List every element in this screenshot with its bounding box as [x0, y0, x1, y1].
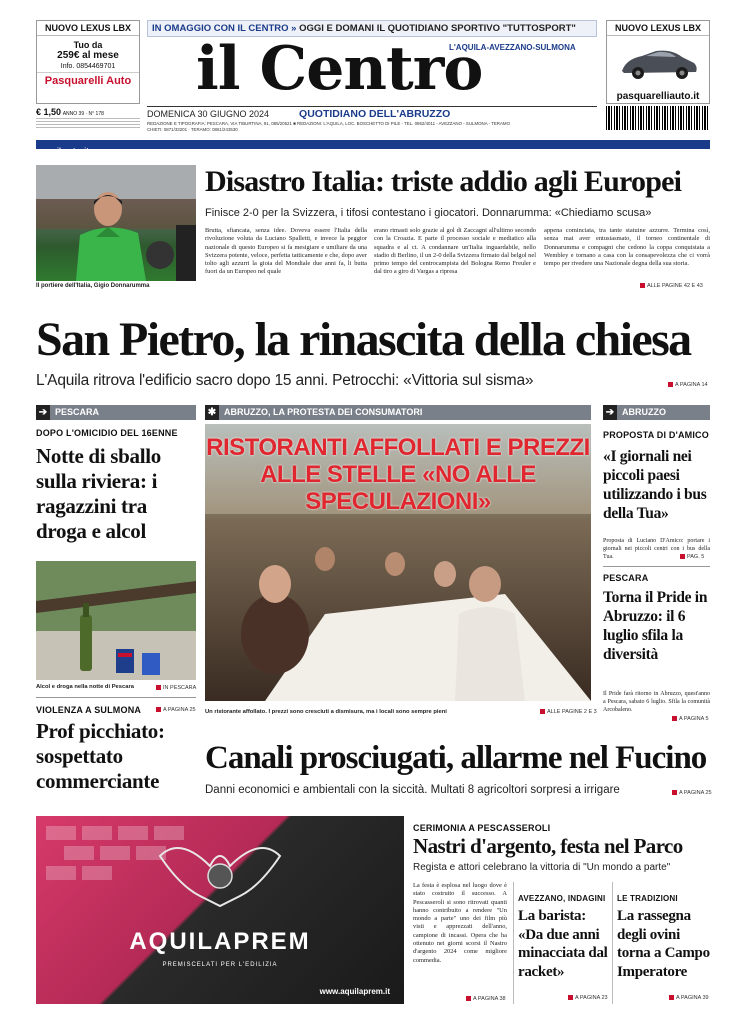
section-center-label: ABRUZZO, LA PROTESTA DEI CONSUMATORI [224, 407, 423, 417]
right-kicker2: PESCARA [603, 573, 649, 583]
drinks-photo [36, 561, 196, 680]
lead-ref-text: ALLE PAGINE 42 E 43 [647, 283, 703, 289]
parco-headline[interactable]: Nastri d'argento, festa nel Parco [413, 834, 683, 858]
divider [36, 697, 196, 698]
left-ad-brand: Pasquarelli Auto [37, 72, 139, 87]
right-ad-url: pasquarelliauto.it [616, 91, 700, 102]
lead-subhead: Finisce 2-0 per la Svizzera, i tifosi contestano i giocatori. Donnarumma: «Chiediamo scusa» [205, 207, 652, 219]
car-icon [616, 39, 700, 85]
right-ad-box[interactable] [606, 20, 710, 104]
ref-marker-icon [540, 709, 545, 714]
main-ref-text: A PAGINA 14 [675, 382, 708, 388]
left-headline2[interactable]: Prof picchiato: sospettato commerciante [36, 719, 165, 793]
left-ref2-text: A PAGINA 25 [163, 707, 196, 713]
main-headline[interactable]: San Pietro, la rinascita della chiesa [36, 313, 691, 366]
left-ad-box[interactable] [36, 20, 140, 104]
ad-tagline: PREMISCELATI PER L'EDILIZIA [162, 962, 278, 968]
ref-marker-icon [680, 554, 685, 559]
section-right-label: ABRUZZO [622, 407, 666, 417]
ref-marker-icon [466, 996, 471, 1001]
right-kicker: PROPOSTA DI D'AMICO [603, 430, 709, 440]
lead-ref [640, 283, 703, 289]
ad-brand: AQUILAPREM [129, 928, 311, 955]
website[interactable]: www.ilcentro.it [39, 148, 89, 155]
right-ref [680, 554, 704, 560]
ovini-ref-text: A PAGINA 39 [676, 995, 709, 1001]
ovini-box [612, 882, 710, 1004]
center-ref-text: ALLE PAGINE 2 E 3 [547, 709, 597, 715]
lead-col2: erano rimasti solo grazie al gol di Zaccagni all'ultimo secondo con la Croazia. E parte il processo sociale e mediatico alla squadra e al ct. A condannare un'Italia inguardabile, nello stadio di Berlino, il un 2-0 della Svizzera firmato dal belgol nel primo tempo del centrocampista del Bologna Remo Freuler e dal tiro a giro di Vargas a ripresa [374, 227, 536, 276]
donnarumma-caption: Il portiere dell'Italia, Gigio Donnarumma [36, 283, 150, 289]
arrow-right-icon: ➔ [603, 405, 617, 420]
right-headline[interactable]: «I giornali nei piccoli paesi utilizzando i bus della Tua» [603, 448, 707, 522]
main-ref [668, 382, 708, 388]
restaurant-photo [205, 424, 591, 701]
left-kicker: DOPO L'OMICIDIO DEL 16ENNE [36, 428, 178, 438]
left-kicker2: VIOLENZA A SULMONA [36, 705, 142, 715]
date-line [147, 106, 597, 120]
donnarumma-photo [36, 165, 196, 281]
barcode [606, 106, 710, 136]
barista-ref-text: A PAGINA 23 [575, 995, 608, 1001]
promo-lead: IN OMAGGIO CON IL CENTRO [152, 23, 289, 34]
ref-marker-icon [568, 995, 573, 1000]
tagline: QUOTIDIANO DELL'ABRUZZO [299, 107, 451, 120]
blue-nav-bar [36, 140, 710, 155]
section-pescara[interactable] [36, 405, 196, 420]
ref-marker-icon [672, 716, 677, 721]
left-ad-title: NUOVO LEXUS LBX [37, 21, 139, 36]
left-ad-line1: Tuo da [73, 40, 103, 50]
barista-ref [568, 995, 608, 1001]
left-ref2 [156, 707, 196, 713]
parco-subhead: Regista e attori celebrano la vittoria di "Un mondo a parte" [413, 862, 671, 873]
center-ref [540, 709, 597, 715]
right-text: Proposta di Luciano D'Amico: portare i giornali nei piccoli centri con i bus della Tua. [603, 538, 710, 560]
arrow-right-icon: ➔ [36, 405, 50, 420]
section-abruzzo-protesta[interactable] [205, 405, 591, 420]
lead-col3: appena cominciata, tra tante statuine azzurre. Termina così, senza mai aver entusiasmato, il torneo continentale di Donnarumma e compagni che cedono la coppa conquistata a Wembley e tornano a casa con la consapevolezza che ci vorrà tempo per rivedere una Nazionale degna della sua storia. [544, 227, 710, 268]
barista-box [513, 882, 609, 1004]
edition-label: L'AQUILA-AVEZZANO-SULMONA [449, 43, 576, 52]
lead-col1: Brutta, sfiancata, senza idee. Doveva essere l'Italia della rivoluzione voluta da Luciano Spalletti, e invece la peggior nazionale di questo Europeo si fa mesigiare e umiliare da una Svizzera potente, veloce, perfetta tatticamente e che, dopo aver tolto agli azzurri la gioia del Mondiale due anni fa, li butta fuori da un Europeo nel quale [205, 227, 367, 276]
ovini-headline[interactable]: La rassegna degli ovini torna a Campo Imperatore [617, 908, 710, 980]
ad-url: www.aquilaprem.it [319, 987, 390, 996]
fine-print [36, 118, 140, 128]
promo-arrow-icon: » [291, 23, 297, 34]
fucino-subhead: Danni economici e ambientali con la siccità. Multati 8 agricoltori sorpresi a irrigare [205, 784, 620, 796]
barista-kicker: AVEZZANO, INDAGINI [518, 894, 606, 903]
left-photo-caption: Alcol e droga nella notte di Pescara [36, 684, 134, 690]
left-ref-text: IN PESCARA [163, 685, 197, 691]
fucino-ref-text: A PAGINA 25 [679, 790, 712, 796]
ref-marker-icon [156, 707, 161, 712]
date: DOMENICA 30 GIUGNO 2024 [147, 108, 270, 119]
parco-ref [466, 996, 506, 1002]
ref-marker-icon [672, 790, 677, 795]
ref-marker-icon [668, 382, 673, 387]
right-ref2-text: A PAGINA 5 [679, 716, 709, 722]
issue: ANNO 39 · N° 178 [62, 111, 104, 117]
masthead-title: il Centro [196, 34, 483, 104]
right-ref2 [672, 716, 709, 722]
left-ref [156, 685, 196, 691]
section-pescara-label: PESCARA [55, 407, 100, 417]
right-text2: Il Pride farà ritorno in Abruzzo, quest'anno a Pescara, sabato 6 luglio. Sfila la comunità Arcobaleno. [603, 691, 710, 713]
ref-marker-icon [669, 995, 674, 1000]
main-subhead: L'Aquila ritrova l'edificio sacro dopo 15 anni. Petrocchi: «Vittoria sul sisma» [36, 372, 534, 389]
lead-headline[interactable]: Disastro Italia: triste addio agli Europei [205, 165, 682, 198]
ovini-kicker: LE TRADIZIONI [617, 894, 678, 903]
restaurant-caption: Un ristorante affollato. I prezzi sono cresciuti a dismisura, ma i locali sono sempre pieni [205, 709, 447, 715]
price: € 1,50 [36, 107, 62, 117]
parco-text: La festa è esplosa nel luogo dove è stato costruito il successo. A Pescasseroli si sono ritrovati quanti hanno contribuito a rendere "Un mondo a parte" uno dei film più visti e apprezzati dell'anno, campione di incassi. Opera che ha ottenuto nei giorni scorsi il Nastro d'argento 2024 come migliore commedia. [413, 882, 507, 964]
right-ad-title: NUOVO LEXUS LBX [607, 21, 709, 36]
price-block [36, 107, 140, 128]
restaurant-overlay-headline: RISTORANTI AFFOLLATI E PREZZI ALLE STELLE «NO ALLE SPECULAZIONI» [206, 434, 590, 515]
asterisk-icon: ✱ [205, 405, 219, 420]
parco-kicker: CERIMONIA A PESCASSEROLI [413, 823, 551, 833]
eagle-logo-icon [160, 848, 280, 906]
left-ad-line2: 259€ al mese [57, 50, 119, 61]
aquilaprem-ad[interactable] [36, 816, 404, 1004]
ref-marker-icon [640, 283, 645, 288]
fucino-headline[interactable]: Canali prosciugati, allarme nel Fucino [205, 740, 707, 776]
fucino-ref [672, 790, 712, 796]
divider [603, 566, 710, 567]
right-ref-text: PAG. 5 [687, 554, 705, 560]
redazione-text: REDAZIONE E TIPOGRAFIA: PESCARA, VIA TIBURTINA, 91, 085/20521 ■ REDAZIONI: L'AQUILA, LOC. BOSCHETTO DI PILE - TEL. 0862/4011 - AVEZZANO - SULMONA - TERAMO [147, 121, 510, 126]
right-headline2[interactable]: Torna il Pride in Abruzzo: il 6 luglio sfila la diversità [603, 589, 708, 663]
ovini-ref [669, 995, 709, 1001]
parco-ref-text: A PAGINA 38 [473, 996, 506, 1002]
left-headline[interactable]: Notte di sballo sulla riviera: i ragazzini tra droga e alcol [36, 444, 162, 543]
promo-text: OGGI E DOMANI IL QUOTIDIANO SPORTIVO "TUTTOSPORT" [299, 23, 576, 34]
redazione-text2: CHIETI: 0871/33201 · TERAMO: 0861/243530 [147, 127, 238, 132]
redazione-line [147, 121, 597, 133]
section-abruzzo[interactable] [603, 405, 710, 420]
left-ad-line3: Info. 0854469701 [60, 63, 116, 70]
ref-marker-icon [156, 685, 161, 690]
barista-headline[interactable]: La barista: «Da due anni minacciata dal racket» [518, 908, 608, 980]
